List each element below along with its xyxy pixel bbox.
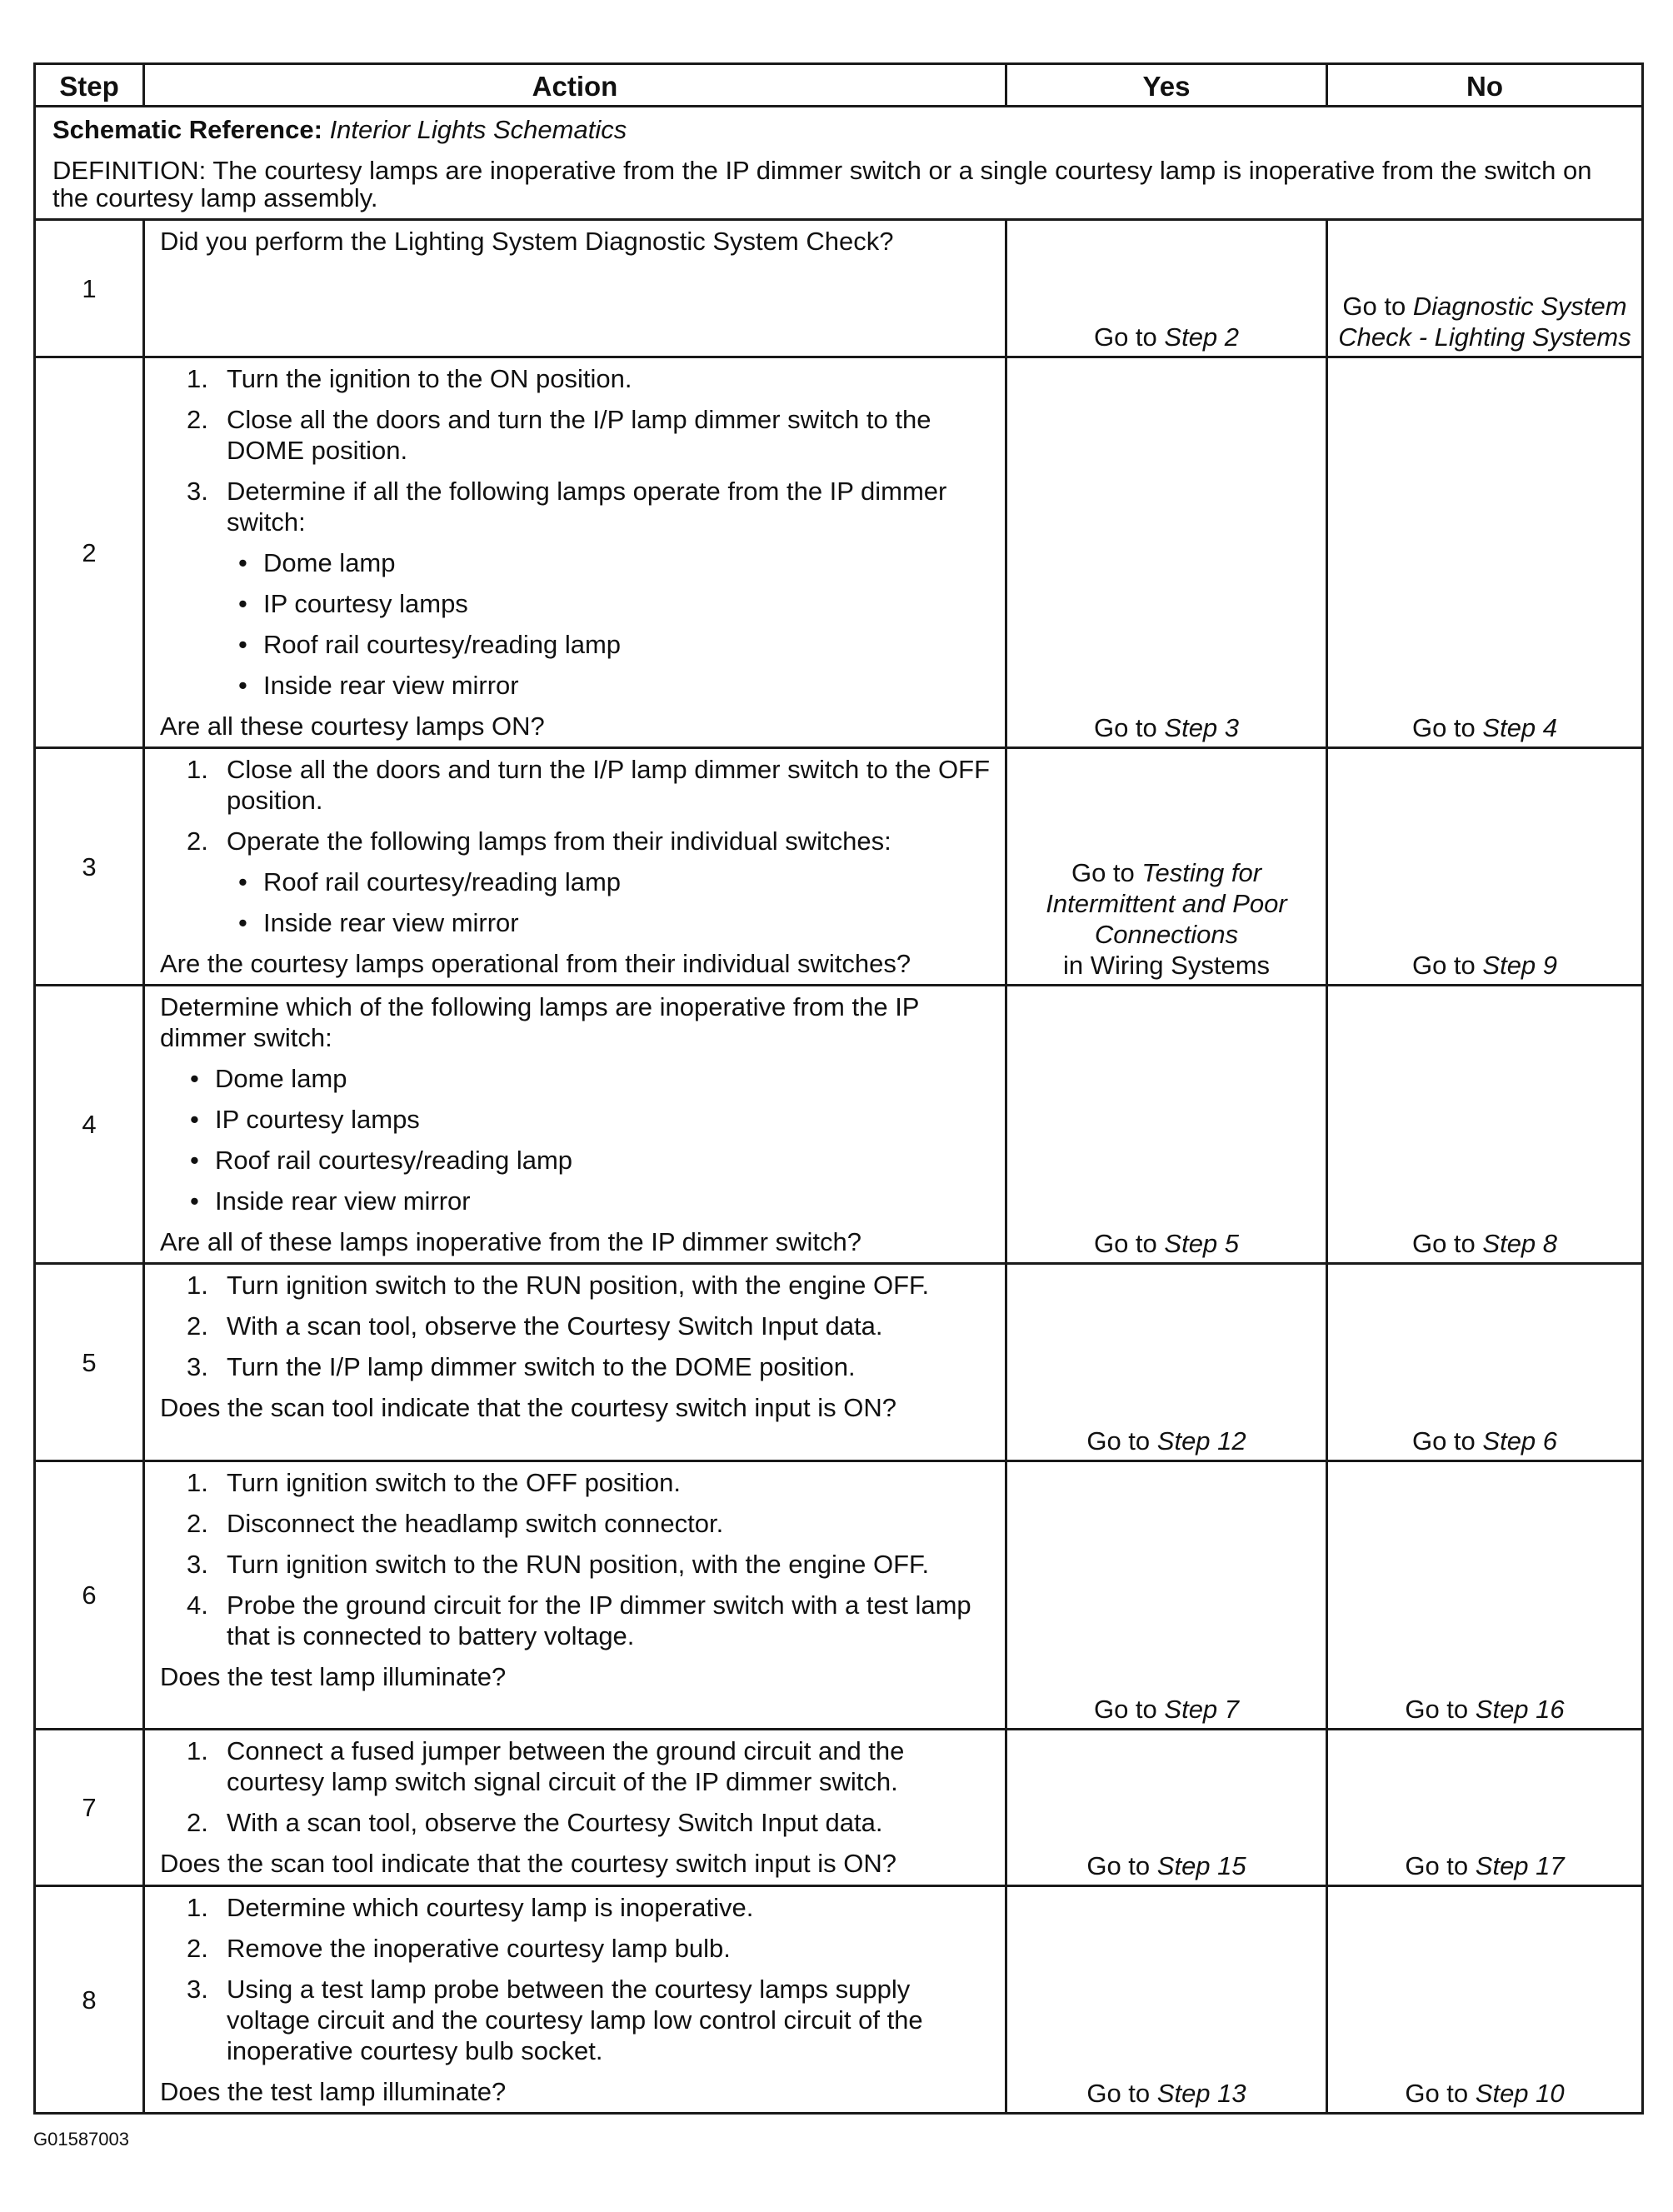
table-body <box>35 107 1643 2114</box>
bullet-icon: • <box>238 630 247 659</box>
yes-cell <box>1006 1264 1327 1461</box>
info-cell <box>35 107 1643 220</box>
bullet-item <box>160 588 995 619</box>
numbered-item <box>160 1311 995 1341</box>
numbered-item <box>160 826 995 856</box>
yes-result[interactable] <box>1094 1229 1239 1258</box>
item-number: 2. <box>187 1808 208 1837</box>
item-text: Turn ignition switch to the RUN position, with the engine OFF. <box>227 1271 930 1300</box>
no-result[interactable] <box>1405 1851 1564 1880</box>
no-cell <box>1327 986 1643 1264</box>
header-yes: Yes <box>1006 64 1327 107</box>
goto-text: Go to <box>1086 2079 1151 2108</box>
step-row <box>35 1264 1643 1461</box>
bullet-item <box>160 1145 995 1176</box>
diagnostic-document <box>33 62 1641 2115</box>
goto-reference[interactable]: Step 15 <box>1156 1851 1246 1880</box>
numbered-item <box>160 1467 995 1498</box>
item-text: Remove the inoperative courtesy lamp bulb. <box>227 1934 731 1963</box>
item-text: Determine which courtesy lamp is inoperative. <box>227 1893 754 1922</box>
no-result[interactable] <box>1412 1426 1557 1456</box>
step-row <box>35 1730 1643 1886</box>
numbered-item <box>160 476 995 537</box>
bullet-item <box>160 907 995 938</box>
item-text: Turn the ignition to the ON position. <box>227 364 632 393</box>
no-cell <box>1327 1886 1643 2114</box>
header-step: Step <box>35 64 144 107</box>
numbered-item <box>160 1549 995 1580</box>
item-text: Operate the following lamps from their individual switches: <box>227 826 891 856</box>
no-result[interactable] <box>1412 713 1557 742</box>
goto-reference[interactable]: Step 16 <box>1475 1695 1565 1724</box>
action-cell <box>144 986 1006 1264</box>
item-number: 2. <box>187 1934 208 1963</box>
action-lead: Determine which of the following lamps are inoperative from the IP dimmer switch: <box>160 992 919 1052</box>
goto-text: Go to <box>1411 951 1476 980</box>
action-question: Does the test lamp illuminate? <box>160 1662 507 1691</box>
goto-text: Go to <box>1405 1695 1469 1724</box>
no-cell <box>1327 220 1643 357</box>
yes-cell <box>1006 1730 1327 1886</box>
item-number: 3. <box>187 1550 208 1579</box>
numbered-item <box>160 1974 995 2066</box>
step-number: 3 <box>35 748 144 986</box>
goto-reference[interactable]: Step 13 <box>1156 2079 1246 2108</box>
numbered-item <box>160 1270 995 1301</box>
goto-reference[interactable]: Step 12 <box>1156 1426 1246 1456</box>
step-row <box>35 1461 1643 1730</box>
yes-cell <box>1006 1886 1327 2114</box>
action-question: Are all these courtesy lamps ON? <box>160 712 545 741</box>
header-action: Action <box>144 64 1006 107</box>
bullet-text: IP courtesy lamps <box>215 1105 420 1134</box>
goto-text: Go to <box>1411 1426 1476 1456</box>
step-row <box>35 1886 1643 2114</box>
item-text: Close all the doors and turn the I/P lamp dimmer switch to the DOME position. <box>227 405 931 465</box>
numbered-item <box>160 1351 995 1382</box>
yes-result[interactable] <box>1094 322 1239 352</box>
item-number: 3. <box>187 1975 208 2004</box>
bullet-icon: • <box>238 671 247 700</box>
bullet-item <box>160 547 995 578</box>
numbered-item <box>160 754 995 816</box>
bullet-item <box>160 1104 995 1135</box>
schematic-label: Schematic Reference: <box>52 115 322 144</box>
step-row <box>35 986 1643 1264</box>
item-text: With a scan tool, observe the Courtesy Switch Input data. <box>227 1808 883 1837</box>
bullet-text: Inside rear view mirror <box>215 1186 471 1216</box>
bullet-icon: • <box>238 589 247 618</box>
yes-cell <box>1006 1461 1327 1730</box>
bullet-text: Dome lamp <box>263 548 396 577</box>
goto-reference[interactable]: Step 5 <box>1164 1229 1240 1258</box>
item-text: Turn ignition switch to the OFF position. <box>227 1468 682 1497</box>
item-text: Disconnect the headlamp switch connector. <box>227 1509 724 1538</box>
item-text: With a scan tool, observe the Courtesy Switch Input data. <box>227 1311 883 1341</box>
numbered-item <box>160 1590 995 1651</box>
goto-text: Go to <box>1411 713 1476 742</box>
step-number: 7 <box>35 1730 144 1886</box>
goto-text: Go to <box>1342 292 1406 321</box>
action-cell <box>144 220 1006 357</box>
item-number: 2. <box>187 1509 208 1538</box>
item-number: 2. <box>187 826 208 856</box>
bullet-icon: • <box>238 908 247 937</box>
goto-reference[interactable]: Step 9 <box>1482 951 1558 980</box>
bullet-icon: • <box>190 1064 199 1093</box>
goto-text: Go to <box>1093 322 1157 352</box>
bullet-text: Roof rail courtesy/reading lamp <box>263 867 622 896</box>
action-question: Are the courtesy lamps operational from their individual switches? <box>160 949 911 978</box>
no-result[interactable] <box>1412 951 1557 980</box>
no-cell <box>1327 1264 1643 1461</box>
yes-cell <box>1006 986 1327 1264</box>
goto-reference[interactable]: Step 4 <box>1482 713 1558 742</box>
item-number: 3. <box>187 477 208 506</box>
item-number: 1. <box>187 1468 208 1497</box>
header-no: No <box>1327 64 1643 107</box>
step-number: 8 <box>35 1886 144 2114</box>
bullet-text: Roof rail courtesy/reading lamp <box>215 1146 573 1175</box>
numbered-item <box>160 1892 995 1923</box>
goto-text: Go to <box>1086 1426 1151 1456</box>
bullet-text: Dome lamp <box>215 1064 347 1093</box>
action-cell <box>144 1730 1006 1886</box>
item-number: 3. <box>187 1352 208 1381</box>
bullet-text: IP courtesy lamps <box>263 589 468 618</box>
no-result[interactable] <box>1405 1695 1564 1724</box>
yes-cell <box>1006 748 1327 986</box>
item-text: Connect a fused jumper between the ground circuit and the courtesy lamp switch signal circuit of the IP dimmer switch. <box>227 1736 905 1796</box>
item-text: Determine if all the following lamps operate from the IP dimmer switch: <box>227 477 947 537</box>
action-text: Did you perform the Lighting System Diagnostic System Check? <box>160 227 894 256</box>
goto-text: Go to <box>1093 1229 1157 1258</box>
action-cell <box>144 1461 1006 1730</box>
bullet-icon: • <box>190 1105 199 1134</box>
figure-code: G01587003 <box>33 2129 129 2150</box>
bullet-icon: • <box>238 867 247 896</box>
action-question: Does the scan tool indicate that the courtesy switch input is ON? <box>160 1393 896 1422</box>
bullet-text: Roof rail courtesy/reading lamp <box>263 630 622 659</box>
goto-reference[interactable]: Step 3 <box>1164 713 1240 742</box>
bullet-text: Inside rear view mirror <box>263 908 519 937</box>
yes-result[interactable] <box>1094 713 1239 742</box>
yes-cell <box>1006 220 1327 357</box>
info-row <box>35 107 1643 220</box>
item-text: Close all the doors and turn the I/P lamp dimmer switch to the OFF position. <box>227 755 991 815</box>
bullet-item <box>160 1186 995 1216</box>
step-row <box>35 357 1643 748</box>
item-number: 1. <box>187 364 208 393</box>
no-cell <box>1327 1461 1643 1730</box>
goto-text: Go to <box>1086 1851 1151 1880</box>
bullet-item <box>160 866 995 897</box>
goto-reference[interactable]: Step 10 <box>1475 2079 1565 2108</box>
goto-reference[interactable]: Testing for Intermittent and Poor Connections <box>1046 858 1287 949</box>
goto-text: Go to <box>1093 1695 1157 1724</box>
step-row <box>35 220 1643 357</box>
item-number: 1. <box>187 1893 208 1922</box>
step-row <box>35 748 1643 986</box>
no-result[interactable] <box>1405 2079 1564 2108</box>
goto-text: Go to <box>1405 2079 1469 2108</box>
no-cell <box>1327 357 1643 748</box>
goto-reference[interactable]: Step 8 <box>1482 1229 1558 1258</box>
action-question: Does the test lamp illuminate? <box>160 2077 507 2106</box>
goto-reference[interactable]: Step 2 <box>1164 322 1240 352</box>
item-number: 1. <box>187 755 208 784</box>
item-number: 2. <box>187 405 208 434</box>
bullet-icon: • <box>238 548 247 577</box>
goto-reference[interactable]: Step 17 <box>1475 1851 1565 1880</box>
action-cell <box>144 748 1006 986</box>
bullet-item <box>160 629 995 660</box>
item-text: Using a test lamp probe between the courtesy lamps supply voltage circuit and the courtesy lamp low control circuit of the inoperative courtesy bulb socket. <box>227 1975 923 2065</box>
no-result[interactable] <box>1338 292 1631 352</box>
step-number: 6 <box>35 1461 144 1730</box>
schematic-link[interactable]: Interior Lights Schematics <box>329 115 627 144</box>
step-number: 5 <box>35 1264 144 1461</box>
numbered-item <box>160 1933 995 1964</box>
schematic-reference <box>52 114 1628 145</box>
goto-reference[interactable]: Step 6 <box>1482 1426 1558 1456</box>
no-cell <box>1327 748 1643 986</box>
numbered-item <box>160 1508 995 1539</box>
yes-result[interactable] <box>1086 1851 1246 1880</box>
yes-result[interactable] <box>1046 858 1287 980</box>
item-text: Turn ignition switch to the RUN position, with the engine OFF. <box>227 1550 930 1579</box>
goto-reference[interactable]: Diagnostic System Check - Lighting Systems <box>1338 292 1631 352</box>
goto-text: Go to <box>1071 858 1135 887</box>
bullet-item <box>160 670 995 701</box>
item-number: 1. <box>187 1736 208 1765</box>
goto-text: Go to <box>1093 713 1157 742</box>
definition-text: DEFINITION: The courtesy lamps are inoperative from the IP dimmer switch or a single courtesy lamp is inoperative from the switch on the courtesy lamp assembly. <box>52 156 1592 212</box>
no-cell <box>1327 1730 1643 1886</box>
item-number: 4. <box>187 1590 208 1620</box>
step-number: 1 <box>35 220 144 357</box>
yes-result[interactable] <box>1086 1426 1246 1456</box>
yes-result[interactable] <box>1086 2079 1246 2108</box>
header-row <box>35 64 1643 107</box>
yes-result[interactable] <box>1094 1695 1239 1724</box>
item-number: 1. <box>187 1271 208 1300</box>
action-cell <box>144 357 1006 748</box>
diagnostic-table <box>33 62 1644 2115</box>
bullet-item <box>160 1063 995 1094</box>
action-question: Are all of these lamps inoperative from the IP dimmer switch? <box>160 1227 861 1256</box>
no-result[interactable] <box>1412 1229 1557 1258</box>
item-text: Turn the I/P lamp dimmer switch to the DOME position. <box>227 1352 856 1381</box>
numbered-item <box>160 404 995 466</box>
numbered-item <box>160 363 995 394</box>
goto-text: Go to <box>1405 1851 1469 1880</box>
action-question: Does the scan tool indicate that the courtesy switch input is ON? <box>160 1849 896 1878</box>
numbered-item <box>160 1807 995 1838</box>
goto-suffix: in Wiring Systems <box>1062 951 1271 980</box>
step-number: 2 <box>35 357 144 748</box>
action-cell <box>144 1264 1006 1461</box>
numbered-item <box>160 1735 995 1797</box>
bullet-text: Inside rear view mirror <box>263 671 519 700</box>
item-number: 2. <box>187 1311 208 1341</box>
action-cell <box>144 1886 1006 2114</box>
yes-cell <box>1006 357 1327 748</box>
bullet-icon: • <box>190 1186 199 1216</box>
bullet-icon: • <box>190 1146 199 1175</box>
item-text: Probe the ground circuit for the IP dimmer switch with a test lamp that is connected to battery voltage. <box>227 1590 971 1650</box>
goto-text: Go to <box>1411 1229 1476 1258</box>
step-number: 4 <box>35 986 144 1264</box>
goto-reference[interactable]: Step 7 <box>1164 1695 1240 1724</box>
